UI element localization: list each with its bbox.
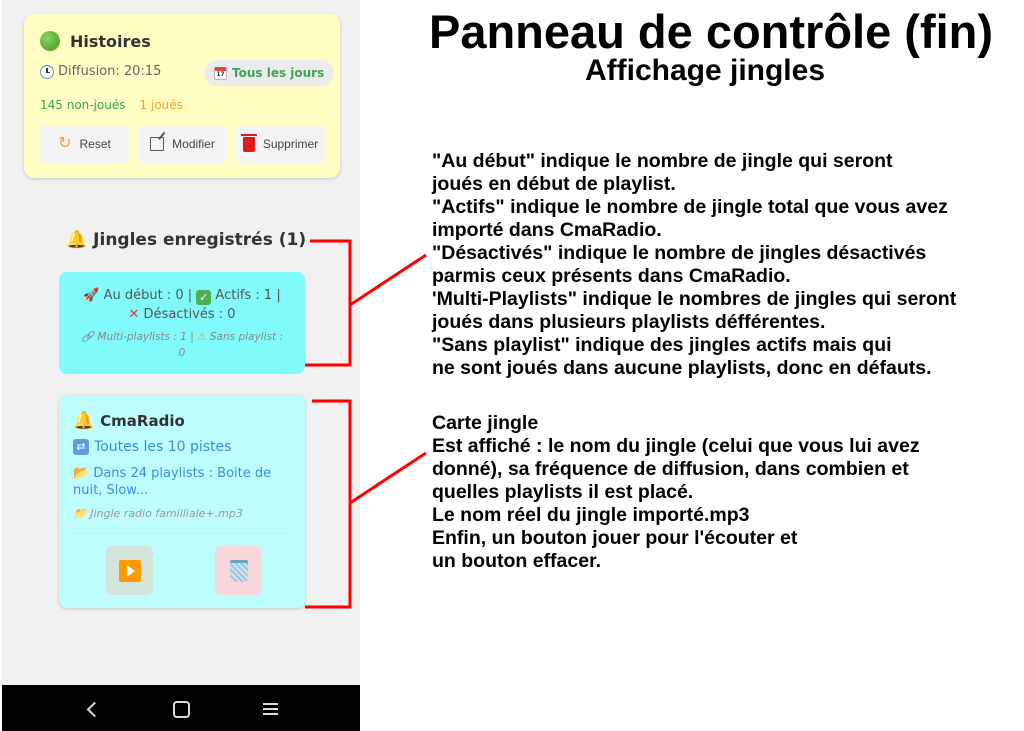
stats-sub (59, 329, 305, 361)
green-circle-icon (40, 31, 60, 51)
jingle-card (59, 395, 305, 608)
trash-icon (243, 137, 255, 152)
page-subtitle: Affichage jingles (584, 54, 826, 87)
stats-active: Actifs : 1 | (215, 288, 281, 303)
jingles-title-text: Jingles enregistrés (1) (93, 230, 307, 250)
open-folder-icon: 📂 (73, 466, 90, 481)
story-actions (40, 125, 325, 163)
stats-annotation (432, 150, 956, 380)
jingle-frequency-text: Toutes les 10 pistes (94, 439, 232, 455)
annotation-line: "Au début" indique le nombre de jingle qui seront (432, 150, 893, 172)
annotation-line: "Sans playlist" indique des jingles actifs mais qui (432, 334, 892, 356)
annotation-line: joués dans plusieurs playlists défférentes. (432, 311, 826, 333)
nav-back-button[interactable] (80, 697, 104, 721)
cross-icon: ✕ (128, 307, 140, 322)
story-title-row (40, 31, 151, 51)
annotation-line: un bouton effacer. (432, 550, 602, 572)
delete-label: Supprimer (262, 137, 319, 151)
nav-recent-apps-button[interactable] (258, 697, 282, 721)
annotation-line: importé dans CmaRadio. (432, 219, 662, 241)
annotation-line: donné), sa fréquence de diffusion, dans combien et (432, 458, 909, 480)
story-title: Histoires (70, 31, 151, 51)
stats-pointer (350, 255, 426, 305)
jingle-file (73, 507, 243, 520)
rocket-icon: 🚀 (83, 288, 100, 303)
calendar-icon: 17 (214, 67, 227, 80)
page-title: Panneau de contrôle (fin) (428, 5, 994, 58)
frequency-badge (204, 60, 334, 86)
annotation-line: Le nom réel du jingle importé.mp3 (432, 504, 750, 526)
check-icon: ✓ (196, 290, 211, 305)
annotation-line: "Actifs" indique le nombre de jingle total que vous avez (432, 196, 948, 218)
play-jingle-button[interactable] (106, 546, 153, 595)
card-pointer (350, 453, 426, 503)
annotation-line: joués en début de playlist. (432, 173, 676, 195)
folder-icon: 📁 (73, 507, 87, 520)
annotation-line: parmis ceux présents dans CmaRadio. (432, 265, 791, 287)
reset-button[interactable] (40, 125, 129, 163)
annotation-line: 'Multi-Playlists" indique le nombres de jingles qui seront (432, 288, 957, 310)
annotation-line: Enfin, un bouton jouer pour l'écouter et (432, 527, 798, 549)
edit-button[interactable] (138, 125, 227, 163)
card-divider (73, 533, 291, 534)
phone-screen (2, 0, 360, 731)
delete-story-button[interactable] (236, 125, 325, 163)
bell-icon: 🔔 (66, 230, 88, 250)
play-icon (119, 560, 141, 582)
repeat-icon: ⇄ (73, 439, 89, 455)
nav-home-button[interactable] (169, 697, 193, 721)
stats-line-2 (59, 305, 305, 324)
annotation-line: Carte jingle (432, 412, 539, 434)
annotation-line: quelles playlists il est placé. (432, 481, 694, 503)
jingle-frequency (73, 439, 231, 455)
bell-icon: 🔔 (73, 411, 95, 431)
stats-multi: Multi-playlists : 1 | (97, 331, 194, 343)
frequency-label: Tous les jours (232, 66, 325, 80)
reset-label: Reset (79, 137, 111, 151)
wastebasket-icon (230, 560, 248, 582)
story-card (24, 14, 340, 178)
jingle-playlists-text: Dans 24 playlists : Boite de nuit, Slow... (73, 466, 272, 498)
diffusion-label: Diffusion: 20:15 (58, 64, 162, 79)
stats-line-1 (59, 286, 305, 305)
link-icon: 🔗 (81, 331, 95, 343)
stats-at-start: Au début : 0 | (103, 288, 193, 303)
delete-jingle-button[interactable] (215, 546, 262, 595)
annotation-line: ne sont joués dans aucune playlists, donc en défauts. (432, 357, 932, 379)
edit-label: Modifier (172, 137, 215, 151)
play-counts (40, 98, 183, 112)
clock-icon (40, 65, 54, 79)
jingle-name: CmaRadio (100, 412, 185, 430)
annotation-line: "Désactivés" indique le nombre de jingles désactivés (432, 242, 927, 264)
reset-icon: ↻ (58, 135, 72, 152)
jingle-name-row (73, 411, 185, 431)
diffusion-time (40, 64, 161, 79)
jingle-file-name: Jingle radio familliale+.mp3 (90, 507, 243, 520)
stats-disabled: Désactivés : 0 (143, 307, 236, 322)
unplayed-count: 145 non-joués (40, 98, 126, 112)
stats-no-playlist: Sans playlist : 0 (178, 331, 283, 359)
jingles-section-title (66, 230, 306, 250)
played-count: 1 joués (139, 98, 183, 112)
edit-icon (150, 137, 164, 151)
jingle-stats-card (59, 272, 305, 374)
android-nav-bar (2, 685, 360, 731)
annotation-line: Est affiché : le nom du jingle (celui que vous lui avez (432, 435, 920, 457)
card-annotation (432, 412, 920, 573)
warning-icon: ⚠ (197, 331, 207, 343)
jingle-playlists (73, 465, 293, 499)
